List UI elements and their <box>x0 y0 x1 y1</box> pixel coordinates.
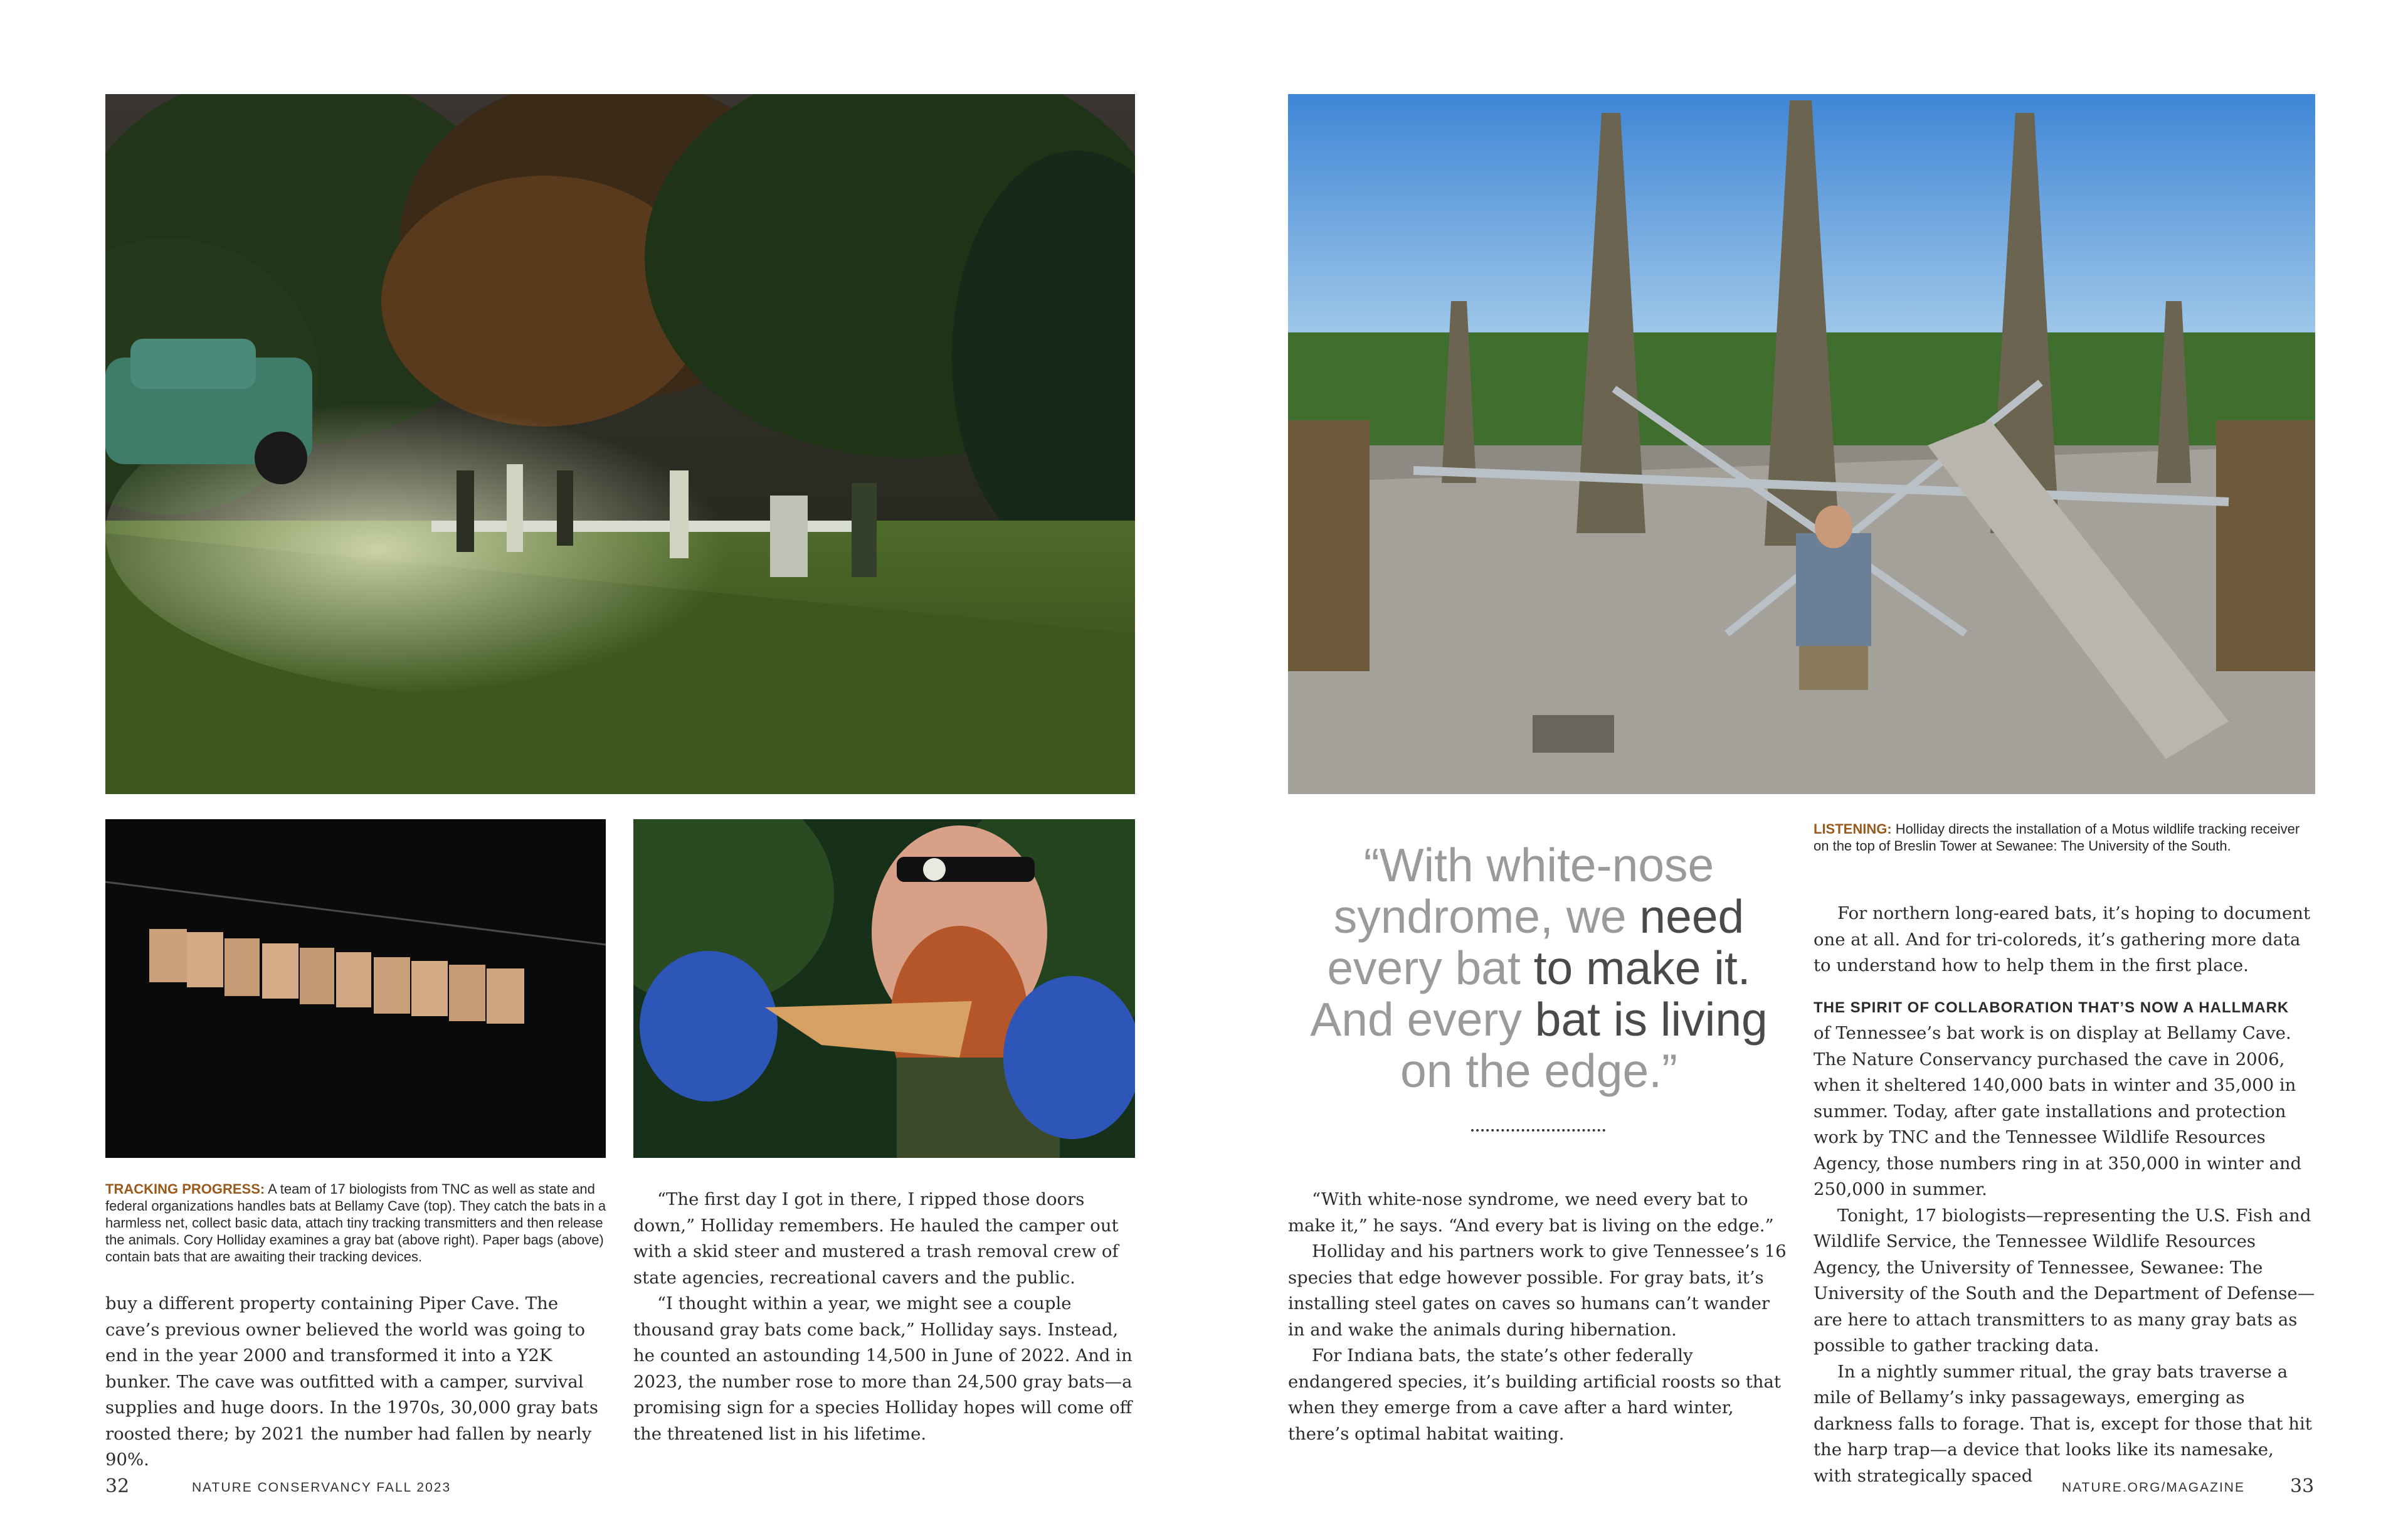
body-column-4 <box>1814 901 2315 1489</box>
pull-quote-line: And every bat is living <box>1310 993 1768 1046</box>
pull-quote <box>1288 839 1790 1096</box>
section-lead-in: THE SPIRIT OF COLLABORATION THAT’S NOW A HALLMARK <box>1814 999 2289 1016</box>
caption-label: LISTENING: <box>1814 821 1892 837</box>
caption-listening <box>1814 820 2315 854</box>
body-paragraph: “I thought within a year, we might see a couple thousand gray bats come back,” Holliday says. Instead, he counted an astounding 14,500 in June of 2022. And in 2023, the number rose to more than 24,500 gray bats—a promising sign for a species Holliday hopes will come off the threatened list in his lifetime. <box>633 1293 1133 1444</box>
body-paragraph: “With white-nose syndrome, we need every bat to make it,” he says. “And every bat is living on the edge.” <box>1288 1189 1774 1236</box>
pull-quote-line: on the edge.” <box>1400 1044 1678 1097</box>
page-number-right: 33 <box>2290 1475 2315 1497</box>
pull-quote-divider <box>1471 1129 1605 1132</box>
photo-holliday-with-bat <box>633 819 1135 1158</box>
body-paragraph: “The first day I got in there, I ripped those doors down,” Holliday remembers. He hauled the camper out with a skid steer and mustered a trash removal crew of state agencies, recreational cavers and the public. <box>633 1189 1119 1288</box>
caption-tracking-progress <box>105 1180 607 1265</box>
body-paragraph: Tonight, 17 biologists—representing the U.S. Fish and Wildlife Service, the Tennessee Wildlife Resources Agency, the University of Tennessee, Sewanee: The University of the South and the Department of Defense—are here to attach transmitters to as many gray bats as possible to gather tracking data. <box>1814 1205 2315 1355</box>
body-paragraph: THE SPIRIT OF COLLABORATION THAT’S NOW A HALLMARK of Tennessee’s bat work is on display at Bellamy Cave. The Nature Conservancy purchased the cave in 2006, when it sheltered 140,000 bats in winter and 35,000 in summer. Today, after gate installations and protection work by TNC and the Tennessee Wildlife Resources Agency, those numbers ring in at 350,000 in winter and 250,000 in summer. <box>1814 999 2302 1199</box>
photo-breslin-tower-receiver <box>1288 94 2315 794</box>
body-paragraph: For northern long-eared bats, it’s hoping to document one at all. And for tri-coloreds, it’s gathering more data to understand how to help them in the first place. <box>1814 903 2311 975</box>
page-number-left: 32 <box>105 1475 130 1497</box>
body-column-1 <box>105 1291 607 1473</box>
body-column-2 <box>633 1187 1135 1447</box>
caption-text: A team of 17 biologists from TNC as well as state and federal organizations handles bats at Bellamy Cave (top). They catch the bats in a harmless net, collect basic data, attach tiny tracking transmitters and then release the animals. Cory Holliday examines a gray bat (above right). Paper bags (above) contain bats that are awaiting their tracking devices. <box>105 1181 606 1265</box>
body-paragraph: In a nightly summer ritual, the gray bats traverse a mile of Bellamy’s inky passageways, emerging as darkness falls to forage. That is, except for those that hit the harp trap—a device that looks like its namesake, with strategically spaced <box>1814 1361 2312 1486</box>
photo-night-field-team <box>105 94 1135 794</box>
pull-quote-line: syndrome, we need <box>1333 890 1745 943</box>
caption-label: TRACKING PROGRESS: <box>105 1181 265 1197</box>
folio-right: NATURE.ORG/MAGAZINE <box>2062 1480 2245 1495</box>
pull-quote-line: every bat to make it. <box>1327 942 1751 994</box>
body-paragraph: Holliday and his partners work to give Tennessee’s 16 species that edge however possible. For gray bats, it’s installing steel gates on caves so humans can’t wander in and wake the animals during hibernation. <box>1288 1241 1787 1340</box>
pull-quote-line: “With white-nose <box>1363 839 1714 891</box>
body-column-3 <box>1288 1187 1790 1447</box>
body-paragraph: buy a different property containing Piper Cave. The cave’s previous owner believed the world was going to end in the year 2000 and transformed it into a Y2K bunker. The cave was outfitted with a camper, survival supplies and huge doors. In the 1970s, 30,000 gray bats roosted there; by 2021 the number had fallen by nearly 90%. <box>105 1293 598 1470</box>
caption-text: Holliday directs the installation of a Motus wildlife tracking receiver on the top of Breslin Tower at Sewanee: The University of the South. <box>1814 821 2300 854</box>
body-paragraph: For Indiana bats, the state’s other federally endangered species, it’s building artificial roosts so that when they emerge from a cave after a hard winter, there’s optimal habitat waiting. <box>1288 1345 1781 1444</box>
folio-left: NATURE CONSERVANCY FALL 2023 <box>192 1480 452 1495</box>
photo-paper-bags <box>105 819 606 1158</box>
